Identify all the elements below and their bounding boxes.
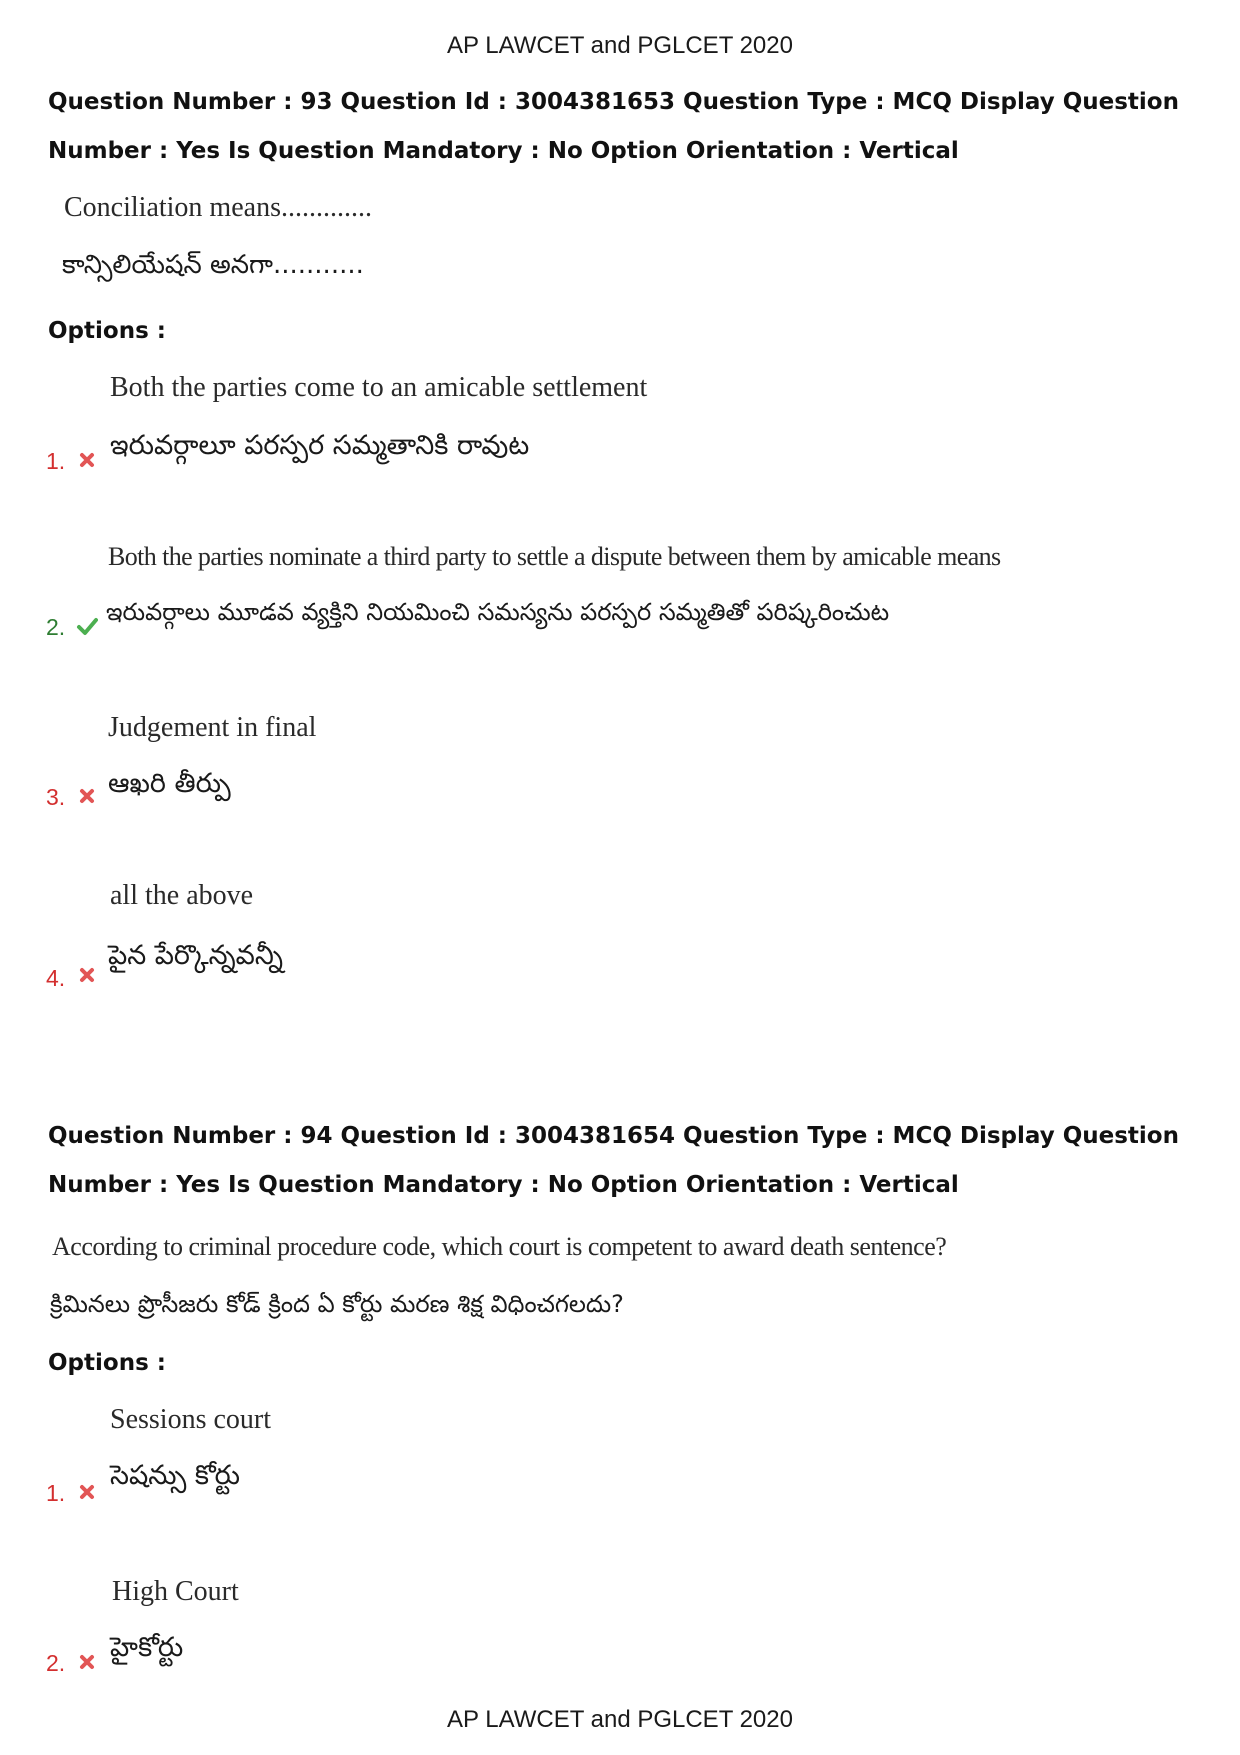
- q93-option-4-number: 4.: [46, 965, 66, 991]
- q94-option-2-english: High Court: [112, 1576, 239, 1607]
- page-footer: AP LAWCET and PGLCET 2020: [447, 1706, 793, 1733]
- page-header: AP LAWCET and PGLCET 2020: [447, 32, 793, 59]
- question-93-text-telugu: కాన్సిలియేషన్ అనగా...........: [62, 250, 364, 280]
- cross-icon: [78, 787, 96, 805]
- cross-icon: [78, 451, 96, 469]
- q94-option-2-number: 2.: [46, 1650, 66, 1676]
- q93-option-3-number: 3.: [46, 784, 66, 810]
- q93-option-4-english: all the above: [110, 880, 254, 911]
- q93-option-2-english: Both the parties nominate a third party to settle a dispute between them by amicable means: [108, 542, 1001, 571]
- cross-icon: [78, 1653, 96, 1671]
- check-icon: [76, 616, 98, 636]
- cross-icon: [78, 1483, 96, 1501]
- q93-option-1-telugu: ఇరువర్గాలూ పరస్పర సమ్మతానికి రావుట: [110, 430, 530, 461]
- q94-option-2-telugu: హైకోర్టు: [110, 1632, 184, 1663]
- question-94-text-english: According to criminal procedure code, which court is competent to award death sentence?: [52, 1232, 947, 1261]
- q93-option-1-english: Both the parties come to an amicable settlement: [110, 372, 648, 403]
- question-93-text-english: Conciliation means.............: [64, 192, 372, 223]
- q94-option-1-number: 1.: [46, 1480, 66, 1506]
- question-94-text-telugu: క్రిమినలు ప్రొసీజరు కోడ్ క్రింద ఏ కోర్టు మరణ శిక్ష విధించగలదు?: [50, 1290, 624, 1318]
- q93-option-4-telugu: పైన పేర్కొన్నవన్నీ: [108, 940, 283, 971]
- q94-option-1-english: Sessions court: [110, 1404, 271, 1435]
- q93-option-3-telugu: ఆఖరి తీర్పు: [108, 768, 231, 799]
- q93-option-1-number: 1.: [46, 448, 66, 474]
- q93-option-3-english: Judgement in final: [108, 712, 317, 743]
- question-94-options-label: Options :: [48, 1350, 166, 1376]
- question-93-meta: Question Number : 93 Question Id : 3004381653 Question Type : MCQ Display Question Number : Yes Is Question Mandatory : No Option Orientation : Vertical: [48, 89, 1179, 164]
- q94-option-1-telugu: సెషన్సు కోర్టు: [110, 1460, 241, 1491]
- cross-icon: [78, 966, 96, 984]
- q93-option-2-telugu: ఇరువర్గాలు మూడవ వ్యక్తిని నియమించి సమస్యను పరస్పర సమ్మతితో పరిష్కరించుట: [106, 598, 890, 626]
- question-93-options-label: Options :: [48, 318, 166, 344]
- q93-option-2-number: 2.: [46, 614, 66, 640]
- question-94-meta: Question Number : 94 Question Id : 3004381654 Question Type : MCQ Display Question Number : Yes Is Question Mandatory : No Option Orientation : Vertical: [48, 1123, 1179, 1198]
